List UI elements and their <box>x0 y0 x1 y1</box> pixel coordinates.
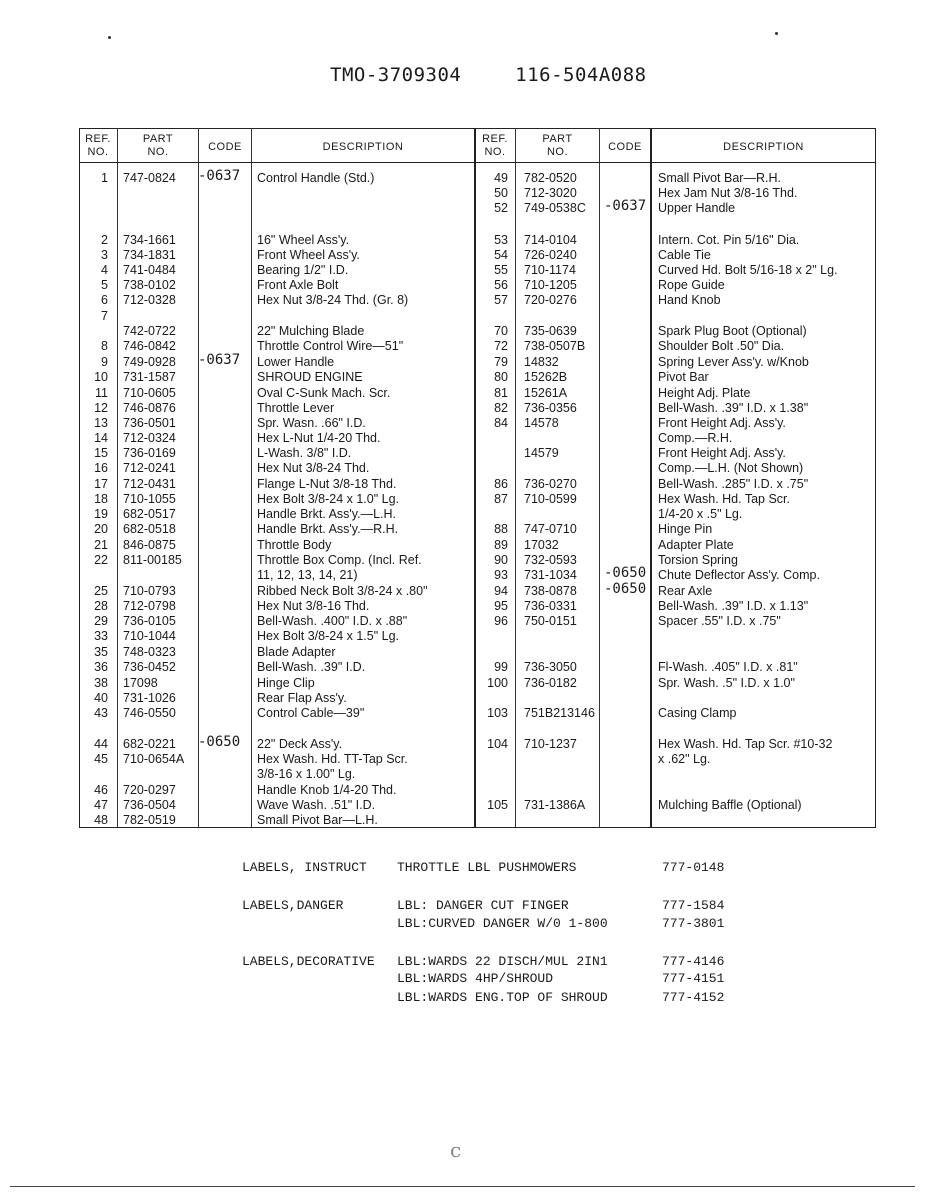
ref-cell: 50 <box>494 186 508 200</box>
ref-cell: 103 <box>487 706 508 720</box>
part-number-cell: 746-0876 <box>123 401 176 415</box>
label-part-number: 777-1584 <box>662 898 725 913</box>
ref-cell: 22 <box>94 553 108 567</box>
ref-cell: 94 <box>494 584 508 598</box>
description-cell: Hex Bolt 3/8-24 x 1.0" Lg. <box>257 492 400 506</box>
ref-cell: 57 <box>494 293 508 307</box>
part-number-cell: 731-1587 <box>123 370 176 384</box>
part-number-cell: 712-0328 <box>123 293 176 307</box>
part-number-cell: 17032 <box>524 538 559 552</box>
part-number-cell: 710-0654A <box>123 752 185 766</box>
ref-cell: 86 <box>494 477 508 491</box>
part-number-cell: 710-0605 <box>123 386 176 400</box>
part-number-cell: 731-1026 <box>123 691 176 705</box>
ref-cell: 47 <box>94 798 108 812</box>
description-cell: Hex L-Nut 1/4-20 Thd. <box>257 431 381 445</box>
description-cell: Hinge Clip <box>257 676 315 690</box>
doc-number: TMO-3709304 <box>330 64 462 86</box>
code-cell: -0637 <box>198 352 241 368</box>
part-number-cell: 746-0550 <box>123 706 176 720</box>
ref-cell: 53 <box>494 233 508 247</box>
ref-cell: 13 <box>94 416 108 430</box>
ref-cell: 72 <box>494 339 508 353</box>
ref-cell: 9 <box>101 355 108 369</box>
ref-cell: 1 <box>101 171 108 185</box>
part-number-cell: 734-1661 <box>123 233 176 247</box>
col-header-code: CODE <box>208 141 242 153</box>
description-cell: Pivot Bar <box>658 370 709 384</box>
part-number-cell: 746-0842 <box>123 339 176 353</box>
ref-cell: 81 <box>494 386 508 400</box>
ref-cell: 3 <box>101 248 108 262</box>
ref-cell: 96 <box>494 614 508 628</box>
ref-cell: 33 <box>94 629 108 643</box>
col-divider <box>117 128 118 828</box>
part-number-cell: 710-0793 <box>123 584 176 598</box>
description-cell: Intern. Cot. Pin 5/16" Dia. <box>658 233 800 247</box>
col-header-description: DESCRIPTION <box>723 141 804 153</box>
part-number-cell: 751B213146 <box>524 706 595 720</box>
description-cell: Lower Handle <box>257 355 335 369</box>
ref-cell: 29 <box>94 614 108 628</box>
ref-cell: 48 <box>94 813 108 827</box>
ref-cell: 28 <box>94 599 108 613</box>
part-number-cell: 14578 <box>524 416 559 430</box>
part-number-cell: 736-0356 <box>524 401 577 415</box>
part-number-cell: 747-0824 <box>123 171 176 185</box>
description-cell: Mulching Baffle (Optional) <box>658 798 802 812</box>
description-cell: Hinge Pin <box>658 522 713 536</box>
ref-cell: 35 <box>94 645 108 659</box>
part-number-cell: 720-0297 <box>123 783 176 797</box>
col-header-part: PART NO. <box>542 133 573 158</box>
description-cell: Oval C-Sunk Mach. Scr. <box>257 386 391 400</box>
description-cell: Bell-Wash. .400" I.D. x .88" <box>257 614 408 628</box>
col-header-part: PART NO. <box>142 133 174 158</box>
description-cell: Hex Wash. Hd. Tap Scr. #10-32 <box>658 737 833 751</box>
description-cell: Front Height Adj. Ass'y. <box>658 416 786 430</box>
description-cell: Fl-Wash. .405" I.D. x .81" <box>658 660 798 674</box>
description-cell: Hex Jam Nut 3/8-16 Thd. <box>658 186 798 200</box>
description-cell: Flange L-Nut 3/8-18 Thd. <box>257 477 397 491</box>
description-cell: Casing Clamp <box>658 706 737 720</box>
part-number-cell: 749-0928 <box>123 355 176 369</box>
description-cell: Rear Axle <box>658 584 713 598</box>
col-divider <box>198 128 199 828</box>
description-cell: Hex Nut 3/8-16 Thd. <box>257 599 370 613</box>
description-cell: Bell-Wash. .39" I.D. x 1.38" <box>658 401 809 415</box>
ref-cell: 93 <box>494 568 508 582</box>
part-number-cell: 811-00185 <box>123 553 182 567</box>
ref-cell: 8 <box>101 339 108 353</box>
part-number-cell: 734-1831 <box>123 248 176 262</box>
part-number-cell: 710-1055 <box>123 492 176 506</box>
label-category: LABELS,DANGER <box>242 898 344 913</box>
description-cell: Torsion Spring <box>658 553 738 567</box>
ref-cell: 79 <box>494 355 508 369</box>
description-cell: Cable Tie <box>658 248 711 262</box>
ref-cell: 19 <box>94 507 108 521</box>
part-number-cell: 748-0323 <box>123 645 176 659</box>
ref-cell: 105 <box>487 798 508 812</box>
ref-cell: 80 <box>494 370 508 384</box>
ref-cell: 16 <box>94 461 108 475</box>
label-part-number: 777-4151 <box>662 971 725 986</box>
label-description: THROTTLE LBL PUSHMOWERS <box>397 860 577 875</box>
ref-cell: 82 <box>494 401 508 415</box>
part-number-cell: 732-0593 <box>524 553 577 567</box>
description-cell: x .62" Lg. <box>658 752 711 766</box>
part-number-cell: 735-0639 <box>524 324 577 338</box>
part-number-cell: 682-0221 <box>123 737 176 751</box>
part-number-cell: 742-0722 <box>123 324 176 338</box>
ref-cell: 46 <box>94 783 108 797</box>
description-cell: Bearing 1/2" I.D. <box>257 263 349 277</box>
description-cell: Small Pivot Bar—R.H. <box>658 171 781 185</box>
part-number-cell: 720-0276 <box>524 293 577 307</box>
ref-cell: 88 <box>494 522 508 536</box>
code-cell: -0650 <box>198 734 241 750</box>
description-cell: Hex Nut 3/8-24 Thd. (Gr. 8) <box>257 293 409 307</box>
label-part-number: 777-4152 <box>662 990 725 1005</box>
label-part-number: 777-0148 <box>662 860 725 875</box>
ref-cell: 21 <box>94 538 108 552</box>
description-cell: Control Cable—39" <box>257 706 365 720</box>
description-cell: Wave Wash. .51" I.D. <box>257 798 376 812</box>
description-cell: Curved Hd. Bolt 5/16-18 x 2" Lg. <box>658 263 838 277</box>
part-number-cell: 15261A <box>524 386 568 400</box>
description-cell: Height Adj. Plate <box>658 386 751 400</box>
description-cell: Upper Handle <box>658 201 736 215</box>
ref-cell: 5 <box>101 278 108 292</box>
description-cell: Handle Knob 1/4-20 Thd. <box>257 783 397 797</box>
description-cell: Handle Brkt. Ass'y.—L.H. <box>257 507 397 521</box>
description-cell: Throttle Lever <box>257 401 335 415</box>
col-header-ref: REF. NO. <box>85 133 111 158</box>
ref-cell: 40 <box>94 691 108 705</box>
description-cell: Bell-Wash. .39" I.D. <box>257 660 366 674</box>
description-cell: Front Height Adj. Ass'y. <box>658 446 786 460</box>
part-number-cell: 738-0507B <box>524 339 586 353</box>
description-cell: Spr. Wasn. .66" I.D. <box>257 416 366 430</box>
ref-cell: 25 <box>94 584 108 598</box>
part-number-cell: 749-0538C <box>524 201 586 215</box>
part-number-cell: 682-0517 <box>123 507 176 521</box>
part-number-cell: 782-0519 <box>123 813 176 827</box>
part-number-cell: 736-0331 <box>524 599 577 613</box>
description-cell: L-Wash. 3/8" I.D. <box>257 446 352 460</box>
ref-cell: 104 <box>487 737 508 751</box>
ref-cell: 89 <box>494 538 508 552</box>
part-number-cell: 710-1044 <box>123 629 176 643</box>
part-number-cell: 17098 <box>123 676 158 690</box>
part-number-cell: 736-0452 <box>123 660 176 674</box>
part-number-cell: 741-0484 <box>123 263 176 277</box>
description-cell: Hex Bolt 3/8-24 x 1.5" Lg. <box>257 629 400 643</box>
part-number-cell: 710-1237 <box>524 737 577 751</box>
label-category: LABELS,DECORATIVE <box>242 954 375 969</box>
part-number-cell: 682-0518 <box>123 522 176 536</box>
document-header <box>330 64 689 86</box>
ref-cell: 45 <box>94 752 108 766</box>
description-cell: Control Handle (Std.) <box>257 171 375 185</box>
col-divider <box>599 128 600 828</box>
part-number-cell: 710-1174 <box>524 263 576 277</box>
ref-cell: 11 <box>95 386 108 400</box>
description-cell: 22" Deck Ass'y. <box>257 737 343 751</box>
ref-cell: 6 <box>101 293 108 307</box>
description-cell: Bell-Wash. .285" I.D. x .75" <box>658 477 809 491</box>
label-description: LBL:WARDS 22 DISCH/MUL 2IN1 <box>397 954 608 969</box>
model-number: 116-504A088 <box>515 64 647 86</box>
ref-cell: 49 <box>494 171 508 185</box>
part-number-cell: 846-0875 <box>123 538 176 552</box>
ref-cell: 14 <box>94 431 108 445</box>
description-cell: Rope Guide <box>658 278 725 292</box>
part-number-cell: 731-1034 <box>524 568 577 582</box>
part-number-cell: 14832 <box>524 355 559 369</box>
ref-cell: 87 <box>494 492 508 506</box>
description-cell: 11, 12, 13, 14, 21) <box>257 568 358 582</box>
code-cell: -0637 <box>198 168 241 184</box>
description-cell: Comp.—L.H. (Not Shown) <box>658 461 804 475</box>
description-cell: SHROUD ENGINE <box>257 370 363 384</box>
ref-cell: 38 <box>94 676 108 690</box>
description-cell: 22" Mulching Blade <box>257 324 365 338</box>
part-number-cell: 736-0169 <box>123 446 176 460</box>
part-number-cell: 738-0878 <box>524 584 577 598</box>
col-divider <box>650 128 652 828</box>
part-number-cell: 782-0520 <box>524 171 577 185</box>
ref-cell: 100 <box>487 676 508 690</box>
col-header-ref: REF. NO. <box>482 133 508 158</box>
ref-cell: 10 <box>94 370 108 384</box>
part-number-cell: 750-0151 <box>524 614 577 628</box>
description-cell: Throttle Control Wire—51" <box>257 339 404 353</box>
part-number-cell: 736-0182 <box>524 676 577 690</box>
part-number-cell: 710-1205 <box>524 278 577 292</box>
part-number-cell: 736-0105 <box>123 614 176 628</box>
label-description: LBL:WARDS 4HP/SHROUD <box>397 971 554 986</box>
page-divider <box>10 1186 915 1187</box>
description-cell: Comp.—R.H. <box>658 431 733 445</box>
ref-cell: 55 <box>494 263 508 277</box>
description-cell: Hand Knob <box>658 293 721 307</box>
part-number-cell: 14579 <box>524 446 559 460</box>
part-number-cell: 710-0599 <box>524 492 577 506</box>
label-category: LABELS, INSTRUCT <box>242 860 367 875</box>
description-cell: Hex Wash. Hd. Tap Scr. <box>658 492 790 506</box>
description-cell: Spacer .55" I.D. x .75" <box>658 614 781 628</box>
scan-speck <box>108 36 111 39</box>
description-cell: Spark Plug Boot (Optional) <box>658 324 807 338</box>
ref-cell: 4 <box>101 263 108 277</box>
ref-cell: 18 <box>94 492 108 506</box>
label-part-number: 777-4146 <box>662 954 725 969</box>
part-number-cell: 738-0102 <box>123 278 176 292</box>
ref-cell: 95 <box>494 599 508 613</box>
description-cell: Blade Adapter <box>257 645 336 659</box>
ref-cell: 70 <box>494 324 508 338</box>
description-cell: Adapter Plate <box>658 538 734 552</box>
part-number-cell: 736-3050 <box>524 660 577 674</box>
description-cell: 3/8-16 x 1.00" Lg. <box>257 767 356 781</box>
col-divider <box>474 128 476 828</box>
page-mark: c <box>450 1138 462 1162</box>
description-cell: Front Wheel Ass'y. <box>257 248 360 262</box>
label-description: LBL:CURVED DANGER W/0 1-800 <box>397 916 608 931</box>
description-cell: Bell-Wash. .39" I.D. x 1.13" <box>658 599 809 613</box>
part-number-cell: 712-0798 <box>123 599 176 613</box>
description-cell: 1/4-20 x .5" Lg. <box>658 507 743 521</box>
ref-cell: 7 <box>101 309 108 323</box>
ref-cell: 17 <box>94 477 108 491</box>
description-cell: Shoulder Bolt .50" Dia. <box>658 339 785 353</box>
ref-cell: 84 <box>494 416 508 430</box>
label-description: LBL:WARDS ENG.TOP OF SHROUD <box>397 990 608 1005</box>
description-cell: Spring Lever Ass'y. w/Knob <box>658 355 809 369</box>
part-number-cell: 714-0104 <box>524 233 577 247</box>
scan-speck <box>775 32 778 35</box>
description-cell: Chute Deflector Ass'y. Comp. <box>658 568 820 582</box>
ref-cell: 36 <box>94 660 108 674</box>
ref-cell: 2 <box>101 233 108 247</box>
col-divider <box>515 128 516 828</box>
col-divider <box>251 128 252 828</box>
header-divider <box>79 162 876 163</box>
ref-cell: 52 <box>494 201 508 215</box>
description-cell: 16" Wheel Ass'y. <box>257 233 350 247</box>
part-number-cell: 15262B <box>524 370 568 384</box>
ref-cell: 20 <box>94 522 108 536</box>
description-cell: Spr. Wash. .5" I.D. x 1.0" <box>658 676 795 690</box>
ref-cell: 44 <box>94 737 108 751</box>
part-number-cell: 736-0501 <box>123 416 176 430</box>
part-number-cell: 736-0270 <box>524 477 577 491</box>
col-header-description: DESCRIPTION <box>322 141 404 153</box>
description-cell: Rear Flap Ass'y. <box>257 691 347 705</box>
part-number-cell: 712-0324 <box>123 431 176 445</box>
part-number-cell: 712-0431 <box>123 477 176 491</box>
ref-cell: 43 <box>94 706 108 720</box>
col-header-code: CODE <box>608 141 642 153</box>
description-cell: Front Axle Bolt <box>257 278 339 292</box>
part-number-cell: 747-0710 <box>524 522 577 536</box>
label-part-number: 777-3801 <box>662 916 725 931</box>
description-cell: Handle Brkt. Ass'y.—R.H. <box>257 522 399 536</box>
ref-cell: 12 <box>94 401 108 415</box>
code-cell: -0650 <box>604 565 647 581</box>
description-cell: Ribbed Neck Bolt 3/8-24 x .80" <box>257 584 428 598</box>
label-description: LBL: DANGER CUT FINGER <box>397 898 569 913</box>
ref-cell: 15 <box>94 446 108 460</box>
ref-cell: 99 <box>494 660 508 674</box>
description-cell: Throttle Body <box>257 538 332 552</box>
ref-cell: 54 <box>494 248 508 262</box>
part-number-cell: 726-0240 <box>524 248 577 262</box>
code-cell: -0650 <box>604 581 647 597</box>
ref-cell: 90 <box>494 553 508 567</box>
description-cell: Hex Wash. Hd. TT-Tap Scr. <box>257 752 408 766</box>
part-number-cell: 731-1386A <box>524 798 586 812</box>
code-cell: -0637 <box>604 198 647 214</box>
description-cell: Hex Nut 3/8-24 Thd. <box>257 461 370 475</box>
part-number-cell: 712-3020 <box>524 186 577 200</box>
part-number-cell: 736-0504 <box>123 798 176 812</box>
ref-cell: 56 <box>494 278 508 292</box>
description-cell: Throttle Box Comp. (Incl. Ref. <box>257 553 422 567</box>
part-number-cell: 712-0241 <box>123 461 176 475</box>
description-cell: Small Pivot Bar—L.H. <box>257 813 378 827</box>
